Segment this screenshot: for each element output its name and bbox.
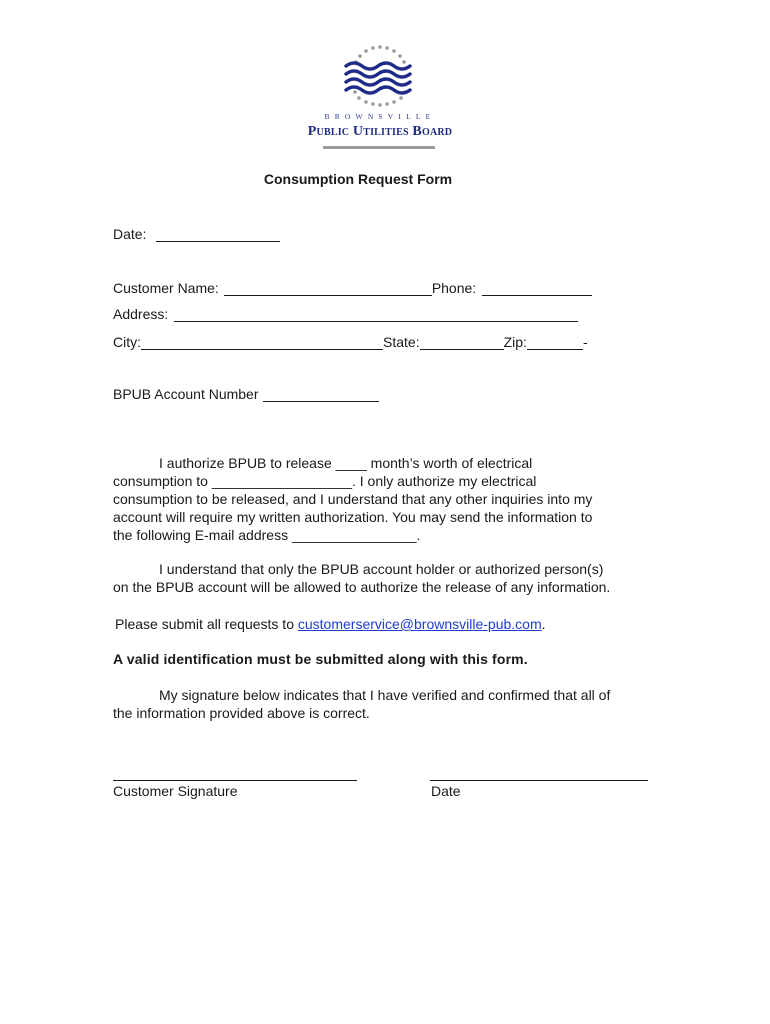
authorization-line: consumption to be released, and I understand that any other inquiries into my [113, 491, 593, 507]
account-holder-paragraph [113, 560, 610, 596]
submit-prefix: Please submit all requests to [115, 616, 298, 632]
customer-name-label: Customer Name: [113, 280, 219, 296]
logo-emblem-icon [290, 44, 470, 112]
page-title: Consumption Request Form [263, 171, 453, 187]
zip-field[interactable] [527, 335, 583, 350]
account-number-field[interactable] [263, 387, 379, 402]
customer-service-email-link[interactable]: customerservice@brownsville-pub.com [297, 616, 542, 632]
authorization-line: account will require my written authorization. You may send the information to [113, 509, 593, 525]
address-row [113, 306, 578, 322]
customer-signature-field[interactable] [113, 780, 357, 781]
city-field[interactable] [141, 335, 383, 350]
phone-label: Phone: [431, 280, 477, 296]
authorization-line: I authorize BPUB to release ____ month’s worth of electrical [159, 455, 533, 471]
date-label: Date: [113, 226, 147, 242]
zip-label: Zip: [503, 334, 527, 350]
date-row [113, 226, 280, 242]
holder-line: I understand that only the BPUB account holder or authorized person(s) [159, 561, 604, 577]
identification-notice: A valid identification must be submitted along with this form. [113, 651, 528, 667]
city-state-zip-row [113, 334, 588, 350]
logo-divider [323, 146, 435, 149]
submit-suffix: . [541, 616, 546, 632]
customer-name-field[interactable] [224, 281, 432, 296]
signature-paragraph [113, 686, 610, 722]
account-number-row [113, 386, 379, 402]
submit-requests-line [115, 615, 546, 633]
signature-date-label: Date [431, 783, 461, 799]
signature-text-line: the information provided above is correct. [113, 705, 370, 721]
city-label: City: [113, 334, 141, 350]
bpub-logo [290, 44, 470, 154]
customer-name-row [113, 280, 592, 296]
state-field[interactable] [420, 335, 504, 350]
signature-date-field[interactable] [430, 780, 648, 781]
customer-signature-label: Customer Signature [113, 783, 238, 799]
authorization-paragraph [113, 454, 592, 544]
date-field[interactable] [156, 227, 280, 242]
logo-city-text: BROWNSVILLE [324, 112, 436, 121]
zip-suffix: - [582, 334, 588, 350]
phone-field[interactable] [482, 281, 592, 296]
authorization-line: the following E-mail address ________________. [113, 527, 421, 543]
state-label: State: [383, 334, 420, 350]
authorization-line: consumption to __________________. I only authorize my electrical [113, 473, 537, 489]
account-number-label: BPUB Account Number [113, 386, 259, 402]
signature-text-line: My signature below indicates that I have verified and confirmed that all of [159, 687, 611, 703]
holder-line: on the BPUB account will be allowed to authorize the release of any information. [113, 579, 611, 595]
address-label: Address: [113, 306, 169, 322]
address-field[interactable] [174, 307, 578, 322]
logo-org-name: Public Utilities Board [307, 124, 453, 139]
